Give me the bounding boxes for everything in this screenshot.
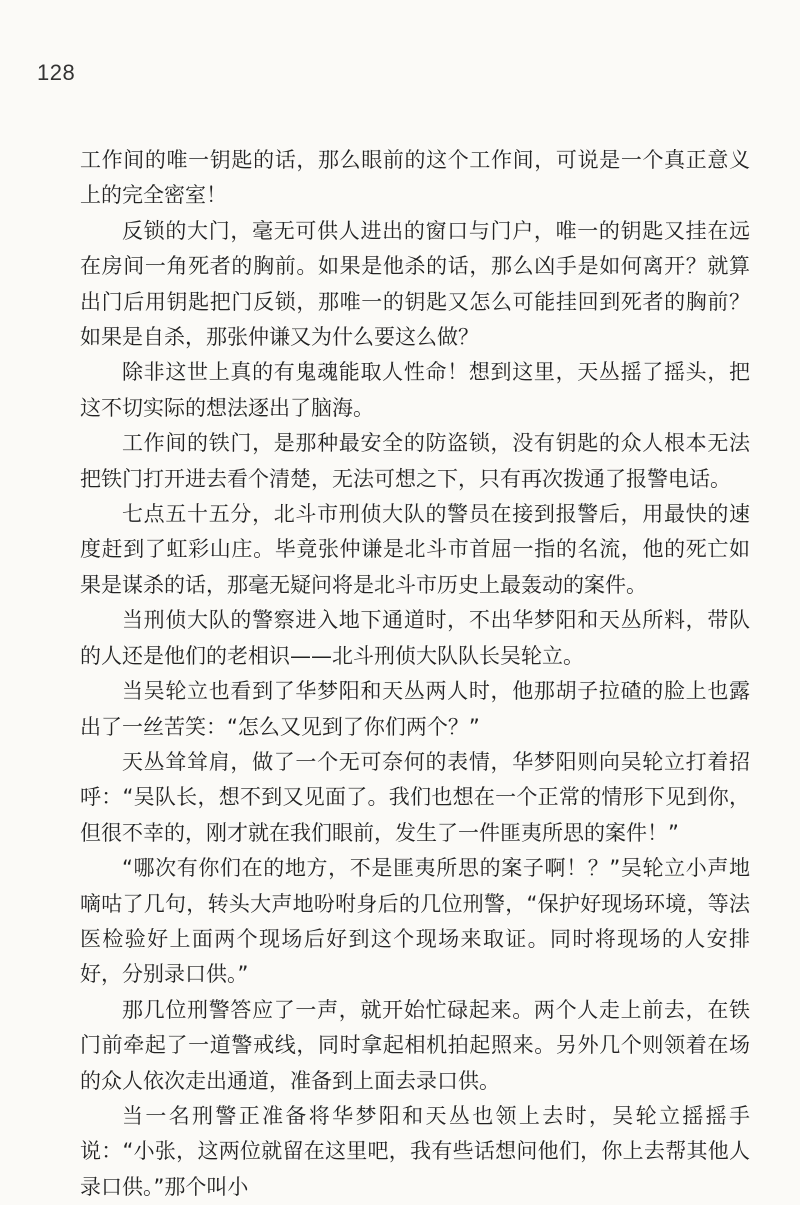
page-number: 128 — [37, 60, 76, 85]
paragraph: 天丛耸耸肩，做了一个无可奈何的表情，华梦阳则向吴轮立打着招呼：“吴队长，想不到又见面了。我们也想在一个正常的情形下见到你，但很不幸的，刚才就在我们眼前，发生了一件匪夷所思的案件！” — [80, 749, 750, 845]
paragraph: 工作间的唯一钥匙的话，那么眼前的这个工作间，可说是一个真正意义上的完全密室！ — [80, 148, 750, 208]
paragraph: 除非这世上真的有鬼魂能取人性命！想到这里，天丛摇了摇头，把这不切实际的想法逐出了脑海。 — [80, 360, 750, 420]
paragraph: 当一名刑警正准备将华梦阳和天丛也领上去时，吴轮立摇摇手说：“小张，这两位就留在这里吧，我有些话想问他们，你上去帮其他人录口供。”那个叫小 — [80, 1103, 750, 1199]
paragraph: 七点五十五分，北斗市刑侦大队的警员在接到报警后，用最快的速度赶到了虹彩山庄。毕竟张仲谦是北斗市首屈一指的名流，他的死亡如果是谋杀的话，那毫无疑问将是北斗市历史上最轰动的案件。 — [80, 502, 750, 597]
paragraph: 当刑侦大队的警察进入地下通道时，不出华梦阳和天丛所料，带队的人还是他们的老相识——北斗刑侦大队队长吴轮立。 — [80, 608, 750, 668]
paragraph: 工作间的铁门，是那种最安全的防盗锁，没有钥匙的众人根本无法把铁门打开进去看个清楚，无法可想之下，只有再次拨通了报警电话。 — [80, 431, 750, 491]
paragraph: “哪次有你们在的地方，不是匪夷所思的案子啊！？”吴轮立小声地嘀咕了几句，转头大声地吩咐身后的几位刑警，“保护好现场环境，等法医检验好上面两个现场后好到这个现场来取证。同时将现场的人安排好，分别录口供。” — [80, 856, 750, 987]
paragraph: 当吴轮立也看到了华梦阳和天丛两人时，他那胡子拉碴的脸上也露出了一丝苦笑：“怎么又见到了你们两个？” — [80, 679, 750, 739]
paragraph: 那几位刑警答应了一声，就开始忙碌起来。两个人走上前去，在铁门前牵起了一道警戒线，同时拿起相机拍起照来。另外几个则领着在场的众人依次走出通道，准备到上面去录口供。 — [80, 997, 750, 1093]
paragraph: 反锁的大门，毫无可供人进出的窗口与门户，唯一的钥匙又挂在远在房间一角死者的胸前。如果是他杀的话，那么凶手是如何离开？就算出门后用钥匙把门反锁，那唯一的钥匙又怎么可能挂回到死者的胸前？如果是自杀，那张仲谦又为什么要这么做？ — [80, 218, 750, 350]
body-text — [80, 143, 750, 1205]
